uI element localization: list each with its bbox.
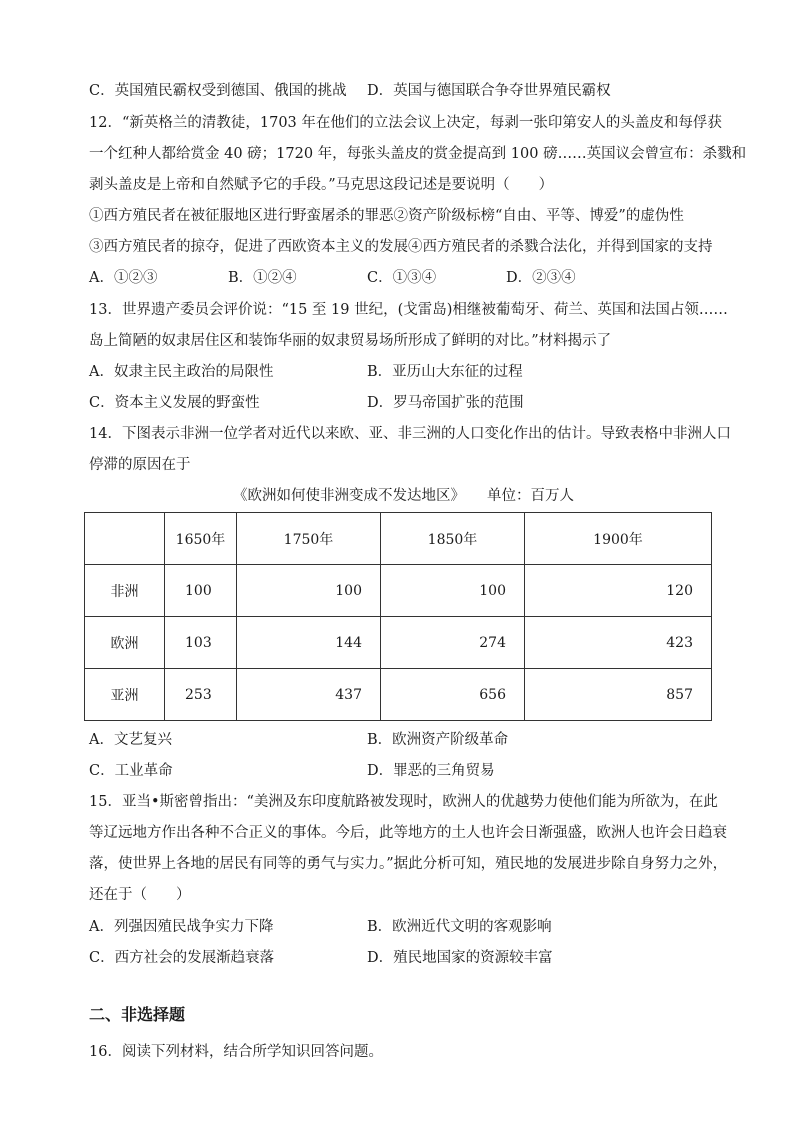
- table-header-row: [85, 513, 712, 565]
- q15-option-b: B．欧洲近代文明的客观影响: [367, 919, 552, 935]
- table-cell: 100: [237, 565, 381, 617]
- q16-stem: 16．阅读下列材料，结合所学知识回答问题。: [89, 1044, 383, 1060]
- q15-stem-line-4: 还在于（ ）: [89, 887, 191, 903]
- q13-option-a: A．奴隶主民主政治的局限性: [89, 364, 274, 380]
- q13-option-d: D．罗马帝国扩张的范围: [367, 395, 524, 411]
- table-cell: 120: [525, 565, 712, 617]
- table-title: 《欧洲如何使非洲变成不发达地区》: [233, 488, 465, 504]
- q15-stem-line-3: 落，使世界上各地的居民有同等的勇气与实力。”据此分析可知，殖民地的发展进步除自身努力之外，: [89, 856, 728, 872]
- table-cell: 100: [381, 565, 525, 617]
- q14-stem-line-1: 14．下图表示非洲一位学者对近代以来欧、亚、非三洲的人口变化作出的估计。导致表格中非洲人口: [89, 426, 731, 442]
- q14-option-a: A．文艺复兴: [89, 732, 172, 748]
- q12-stem-line-4: ①西方殖民者在被征服地区进行野蛮屠杀的罪恶②资产阶级标榜“自由、平等、博爱”的虚伪性: [89, 208, 684, 224]
- q12-stem-line-2: 一个红种人都给赏金 40 磅；1720 年，每张头盖皮的赏金提高到 100 磅……英国议会曾宣布：杀戮和: [89, 146, 747, 162]
- table-cell: 144: [237, 617, 381, 669]
- table-caption: [233, 486, 574, 506]
- q15-stem-line-2: 等辽远地方作出各种不合正义的事体。今后，此等地方的土人也许会日渐强盛，欧洲人也许会日趋衰: [89, 825, 727, 841]
- table-cell: 423: [525, 617, 712, 669]
- q15-option-d: D．殖民地国家的资源较丰富: [367, 950, 553, 966]
- q12-stem-line-1: 12．“新英格兰的清教徒，1703 年在他们的立法会议上决定，每剥一张印第安人的头盖皮和每俘获: [89, 115, 722, 131]
- q12-stem-line-5: ③西方殖民者的掠夺，促进了西欧资本主义的发展④西方殖民者的杀戮合法化，并得到国家的支持: [89, 239, 713, 255]
- q14-stem-line-2: 停滞的原因在于: [89, 457, 191, 473]
- q14-option-c: C．工业革命: [89, 763, 173, 779]
- row-label-europe: 欧洲: [85, 617, 165, 669]
- q14-option-b: B．欧洲资产阶级革命: [367, 732, 509, 748]
- q15-option-c: C．西方社会的发展渐趋衰落: [89, 950, 275, 966]
- q15-stem-line-1: 15．亚当•斯密曾指出：“美洲及东印度航路被发现时，欧洲人的优越势力使他们能为所欲为，在此: [89, 794, 718, 810]
- table-cell: 656: [381, 669, 525, 721]
- table-cell: 103: [165, 617, 237, 669]
- table-row: [85, 617, 712, 669]
- population-table: [84, 512, 712, 721]
- q12-option-c: C．①③④: [367, 270, 437, 286]
- q13-option-c: C．资本主义发展的野蛮性: [89, 395, 260, 411]
- q11-option-d: D．英国与德国联合争夺世界殖民霸权: [367, 83, 611, 99]
- q14-option-d: D．罪恶的三角贸易: [367, 763, 495, 779]
- table-cell: 274: [381, 617, 525, 669]
- table-cell: 253: [165, 669, 237, 721]
- q12-option-b: B．①②④: [228, 270, 297, 286]
- header-cell-1900: 1900年: [525, 513, 712, 565]
- table-cell: 857: [525, 669, 712, 721]
- header-cell-1650: 1650年: [165, 513, 237, 565]
- table-row: [85, 669, 712, 721]
- q12-stem-line-3: 剥头盖皮是上帝和自然赋予它的手段。”马克思这段记述是要说明（ ）: [89, 177, 554, 193]
- q12-option-d: D．②③④: [506, 270, 576, 286]
- table-unit: 单位：百万人: [487, 488, 574, 504]
- q13-option-b: B．亚历山大东征的过程: [367, 364, 523, 380]
- header-cell-1850: 1850年: [381, 513, 525, 565]
- q15-option-a: A．列强因殖民战争实力下降: [89, 919, 274, 935]
- q13-stem-line-2: 岛上简陋的奴隶居住区和装饰华丽的奴隶贸易场所形成了鲜明的对比。”材料揭示了: [89, 333, 612, 349]
- row-label-asia: 亚洲: [85, 669, 165, 721]
- header-cell-1750: 1750年: [237, 513, 381, 565]
- row-label-africa: 非洲: [85, 565, 165, 617]
- table-row: [85, 565, 712, 617]
- section-heading-non-choice: 二、非选择题: [89, 1005, 186, 1024]
- q12-option-a: A．①②③: [89, 270, 158, 286]
- table-cell: 437: [237, 669, 381, 721]
- q11-option-c: C．英国殖民霸权受到德国、俄国的挑战: [89, 83, 347, 99]
- q13-stem-line-1: 13．世界遗产委员会评价说：“15 至 19 世纪，(戈雷岛)相继被葡萄牙、荷兰、英国和法国占领……: [89, 302, 728, 318]
- header-cell-empty: [85, 513, 165, 565]
- table-cell: 100: [165, 565, 237, 617]
